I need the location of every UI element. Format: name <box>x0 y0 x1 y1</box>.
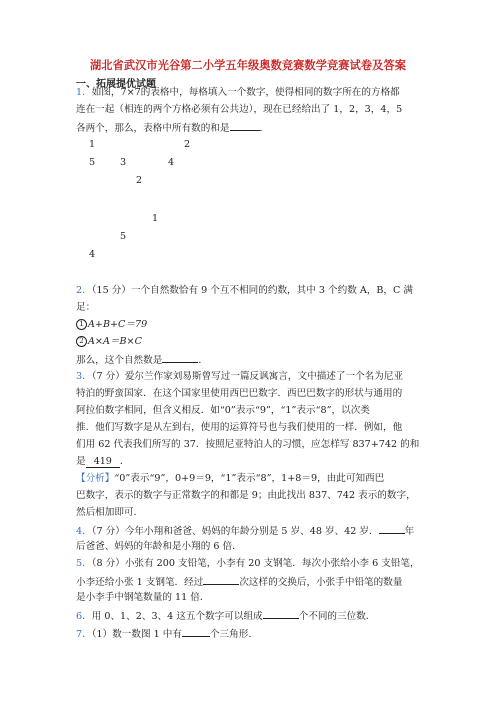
q5-text-2: 小李还给小张 1 支钢笔．经过 <box>76 577 204 588</box>
grid-cell: 2 <box>184 139 191 150</box>
q1-text-1: 如图，7×7的表格中，每格填入一个数字，使得相同的数字所在的方格都 <box>91 87 400 98</box>
q7-text-1: （1）数一数图 1 中有 <box>91 629 182 640</box>
q4-text-1-end: 年 <box>404 526 415 537</box>
q1-answer-blank[interactable] <box>230 120 260 131</box>
q1-text-3-end: ． <box>259 123 270 134</box>
q3-answer: 419 <box>86 456 120 468</box>
q4-line2: 后爸爸、妈妈的年龄和是小翔的 6 倍． <box>76 541 242 552</box>
q2-cond1-text: A+B+C＝79 <box>88 319 148 330</box>
analysis-line1 <box>76 472 424 486</box>
q5-answer-blank[interactable] <box>203 574 239 585</box>
q6-answer-blank[interactable] <box>263 608 299 619</box>
q4-answer-blank[interactable] <box>379 523 405 534</box>
analysis-label: 【分析】 <box>76 473 115 484</box>
q1-line3 <box>76 120 424 136</box>
section-heading: 一、拓展提优试题 <box>76 79 156 90</box>
q2-cond2 <box>76 335 424 349</box>
q6-text-1-end: 个不同的三位数． <box>298 611 376 622</box>
q2-text-3: 那么，这个自然数是 <box>76 355 163 366</box>
q2-text-1: （15 分）一个自然数恰有 9 个互不相同的约数，其中 3 个约数 A，B，C 满 <box>91 285 414 296</box>
q5-line3: 是小李手中钢笔数量的 11 倍． <box>76 592 210 603</box>
q2-text-3-end: ． <box>198 355 208 366</box>
grid-cell: 4 <box>168 157 175 168</box>
q5-line1 <box>76 557 424 571</box>
q3-line2: 特泊的野蛮国家．在这个国家里使用西巴巴数字．西巴巴数字的形状与通用的 <box>76 388 403 399</box>
q4-text-1: （7 分）今年小翔和爸爸、妈妈的年龄分别是 5 岁、48 岁、42 岁． <box>91 526 379 537</box>
circled-one: 1 <box>76 319 87 330</box>
q6-text-1: 用 0、1、2、3、4 这五个数字可以组成 <box>91 611 263 622</box>
grid-cell: 4 <box>89 249 96 260</box>
q6-line1 <box>76 608 424 624</box>
grid-cell: 5 <box>120 231 127 242</box>
grid-cell: 1 <box>89 139 96 150</box>
grid-cell: 2 <box>136 175 143 186</box>
q5-text-1: （8 分）小张有 200 支铅笔，小李有 20 支钢笔．每次小张给小李 6 支铅笔， <box>91 558 420 569</box>
analysis-line2: 巴数字，表示的数字与正常数字的和都是 9；由此找出 837、742 表示的数字， <box>76 490 416 501</box>
q2-cond2-text: A×A＝B×C <box>88 336 142 347</box>
q2-line2: 足： <box>76 302 96 313</box>
q1-number: 1． <box>76 87 92 98</box>
grid-cell: 3 <box>120 157 127 168</box>
q7-line1 <box>76 626 424 642</box>
q2-line3 <box>76 352 424 368</box>
q1-text-3: 各两个，那么，表格中所有数的和是 <box>76 123 230 134</box>
q3-line1 <box>76 370 424 384</box>
q2-cond1 <box>76 318 424 332</box>
q3-text-1: （7 分）爱尔兰作家刘易斯曾写过一篇反讽寓言，文中描述了一个名为尼亚 <box>91 371 404 382</box>
circled-two: 2 <box>76 336 87 347</box>
q2-answer-blank[interactable] <box>162 352 198 363</box>
q3-line4: 推．他们写数字是从左到右，使用的运算符号也与我们使用的一样．例如，他 <box>76 422 403 433</box>
q5-number: 5． <box>76 558 92 569</box>
q3-line5: 们用 62 代表我们所写的 37．按照尼亚特泊人的习惯，应怎样写 837+742 的和 <box>76 439 420 450</box>
grid-cell: 1 <box>152 213 159 224</box>
q7-answer-blank[interactable] <box>182 626 210 637</box>
q3-number: 3． <box>76 371 92 382</box>
q7-number: 7． <box>76 629 92 640</box>
q3-text-6: 是 <box>76 456 86 467</box>
q3-line3: 阿拉伯数字相同，但含义相反．如“0”表示“9”，“1”表示“8”，以次类 <box>76 405 370 416</box>
page-title: 湖北省武汉市光谷第二小学五年级奥数竞赛数学竞赛试卷及答案 <box>89 58 407 72</box>
q4-line1 <box>76 523 424 539</box>
grid-cell: 5 <box>89 157 96 168</box>
q1-line2: 连在一起（相连的两个方格必须有公共边），现在已经给出了 1，2，3，4，5 <box>76 104 403 115</box>
q4-number: 4． <box>76 526 92 537</box>
q1-line1 <box>76 86 424 100</box>
q7-text-1-end: 个三角形. <box>209 629 252 640</box>
q2-number: 2． <box>76 285 92 296</box>
analysis-text-1: “0”表示“9”，0+9＝9，“1”表示“8”，1+8＝9，由此可知西巴 <box>114 473 385 484</box>
q3-text-6-end: ． <box>119 456 130 467</box>
q3-line6 <box>76 455 424 469</box>
q5-text-2-end: 次这样的交换后，小张手中铅笔的数量 <box>239 577 403 588</box>
analysis-line3: 然后相加即可． <box>76 507 144 518</box>
q2-line1 <box>76 284 424 298</box>
q6-number: 6． <box>76 611 92 622</box>
q5-line2 <box>76 574 424 590</box>
